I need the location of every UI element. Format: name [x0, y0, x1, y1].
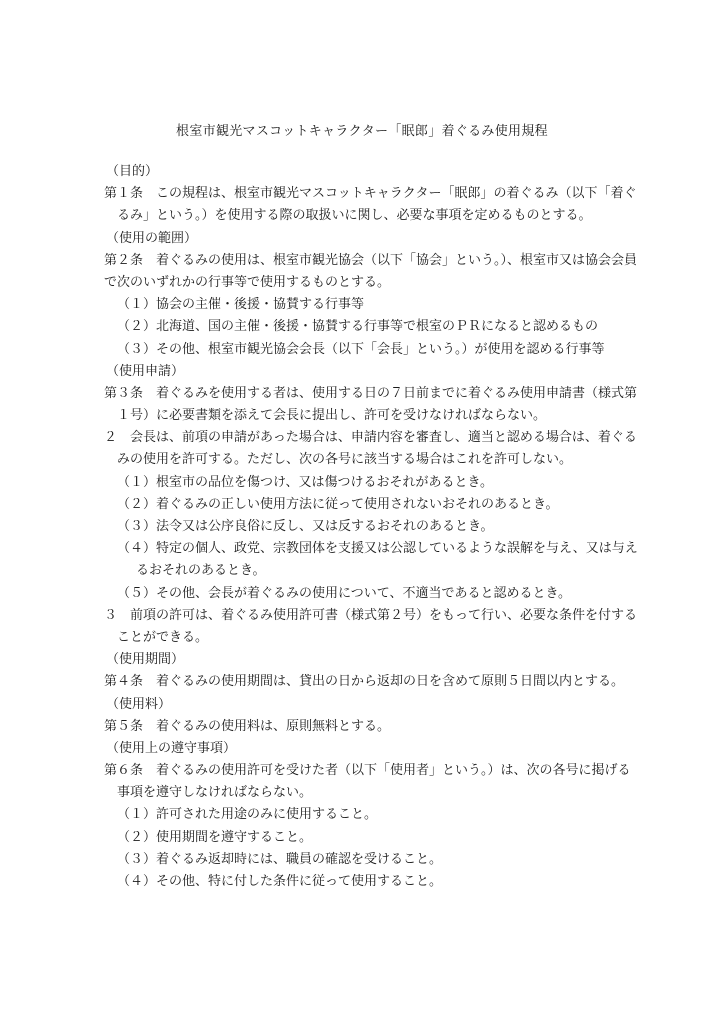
list-item-line: （３）法令又は公序良俗に反し、又は反するおそれのあるとき。 — [117, 519, 494, 534]
article-line: ことができる。 — [117, 629, 209, 645]
article-line: 第４条 着ぐるみの使用期間は、貸出の日から返却の日を含めて原則５日間以内とする。 — [104, 674, 625, 690]
section-heading: （目的） — [106, 164, 159, 179]
article-line: みの使用を許可する。ただし、次の各号に該当する場合はこれを許可しない。 — [117, 452, 573, 468]
list-item-line: （３）着ぐるみ返却時には、職員の確認を受けること。 — [117, 851, 443, 867]
article-line: 第２条 着ぐるみの使用は、根室市観光協会（以下「協会」という。）、根室市又は協会会員 — [104, 252, 638, 268]
section-heading: （使用上の遵守事項） — [106, 740, 237, 756]
document-title: 根室市観光マスコットキャラクター「眠郎」着ぐるみ使用規程 — [176, 124, 548, 139]
section-heading: （使用期間） — [106, 652, 185, 668]
list-item-line: （２）使用期間を遵守すること。 — [117, 829, 313, 845]
list-item-line: （１）許可された用途のみに使用すること。 — [117, 807, 378, 823]
list-item-line: （１）協会の主催・後援・協賛する行事等 — [117, 297, 365, 313]
article-line: １号）に必要書類を添えて会長に提出し、許可を受けなければならない。 — [117, 408, 547, 424]
article-line: 事項を遵守しなければならない。 — [117, 785, 313, 801]
article-line: 第３条 着ぐるみを使用する者は、使用する日の７日前までに着ぐるみ使用申請書（様式第 — [104, 385, 638, 401]
list-item-line: （４）特定の個人、政党、宗教団体を支援又は公認しているような誤解を与え、又は与え — [117, 541, 638, 557]
list-item-line: （５）その他、会長が着ぐるみの使用について、不適当であると認めるとき。 — [117, 585, 571, 601]
article-line: 第１条 この規程は、根室市観光マスコットキャラクター「眠郎」の着ぐるみ（以下「着ぐ — [104, 186, 637, 202]
list-item-line: るおそれのあるとき。 — [136, 563, 266, 579]
section-heading: （使用の範囲） — [106, 230, 198, 246]
section-heading: （使用料） — [106, 696, 172, 712]
list-item-line: （３）その他、根室市観光協会会長（以下「会長」という。）が使用を認める行事等 — [117, 341, 605, 357]
list-item-line: （４）その他、特に付した条件に従って使用すること。 — [117, 874, 443, 889]
article-line: ３ 前項の許可は、着ぐるみ使用許可書（様式第２号）をもって行い、必要な条件を付する — [104, 607, 638, 623]
article-line: で次のいずれかの行事等で使用するものとする。 — [104, 274, 391, 290]
list-item-line: （２）着ぐるみの正しい使用方法に従って使用されないおそれのあるとき。 — [117, 496, 559, 512]
article-line: ２ 会長は、前項の申請があった場合は、申請内容を審査し、適当と認める場合は、着ぐる — [104, 430, 637, 446]
article-line: 第５条 着ぐるみの使用料は、原則無料とする。 — [104, 718, 391, 734]
list-item-line: （１）根室市の品位を傷つけ、又は傷つけるおそれがあるとき。 — [117, 474, 493, 490]
document-body — [104, 161, 638, 893]
list-item-line: （２）北海道、国の主催・後援・協賛する行事等で根室のＰＲになると認めるもの — [117, 319, 599, 335]
article-line: 第６条 着ぐるみの使用許可を受けた者（以下「使用者」という。）は、次の各号に掲げる — [104, 763, 631, 779]
section-heading: （使用申請） — [106, 363, 185, 379]
article-line: るみ」という。）を使用する際の取扱いに関し、必要な事項を定めるものとする。 — [117, 208, 592, 224]
